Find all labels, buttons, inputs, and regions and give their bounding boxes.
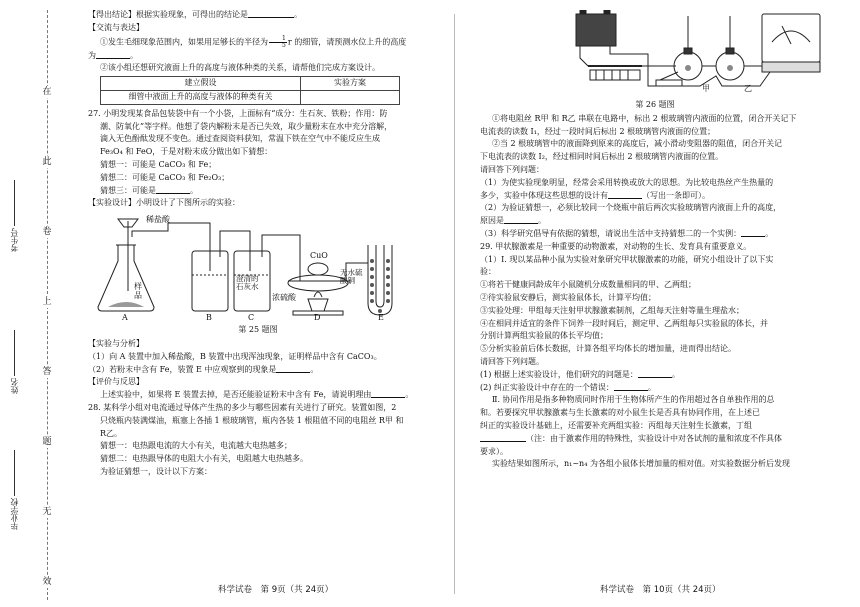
margin-char: 此	[42, 157, 52, 167]
step-line: 下电流表的读数 I₂，经过相同时间后标出 2 根玻璃管内液面的位置。	[480, 152, 724, 162]
question-line: （1）为使实验现象明显，经常会采用转换或放大的思想。为比较电热丝产生热量的	[480, 177, 774, 187]
margin-char: 上	[42, 297, 52, 307]
question-line: ②该小组还想研究液面上升的高度与液体种类的关系，请帮他们完成方案设计。	[100, 63, 380, 73]
step-line: ②当 2 根玻璃管中的液面降到原来的高度后，减小滑动变阻器的阻值，闭合开关记	[492, 139, 783, 149]
question-line: 原因是 。	[480, 216, 546, 226]
answer-blank[interactable]	[276, 365, 310, 373]
answer-blank[interactable]	[371, 390, 405, 398]
q28-line: R乙。	[100, 428, 123, 438]
answer-blank[interactable]	[638, 370, 672, 378]
guess-line: 猜想三：可能是 。	[100, 185, 198, 195]
field-underline[interactable]	[15, 330, 16, 376]
prompt-line: 请回答下列问题。	[480, 356, 544, 366]
field-name	[10, 330, 26, 394]
figure-caption: 第 26 题图	[635, 100, 675, 109]
margin-char: 在	[42, 87, 52, 97]
label-limewater: 澄清的石灰水	[236, 274, 259, 292]
margin-char: 无	[42, 507, 52, 517]
label-c: C	[248, 313, 255, 323]
conclusion-line: 【得出结论】根据实验现象，可得出的结论是 。	[88, 10, 302, 19]
page-9	[88, 10, 428, 480]
margin-char: 答	[42, 367, 52, 377]
answer-blank[interactable]	[248, 10, 294, 18]
procedure-line: ①将若干健康同龄成年小鼠随机分成数量相同的甲、乙两组；	[480, 280, 696, 290]
table-header: 建立假设	[101, 77, 301, 91]
field-underline[interactable]	[15, 450, 16, 496]
apparatus-diagram	[88, 211, 418, 323]
label-d: D	[314, 313, 321, 323]
question-line: 为 。	[88, 50, 138, 60]
q29-line: 验：	[480, 267, 496, 277]
section-heading: 【交流与表达】	[88, 22, 144, 32]
q27-line: 潮、防氧化”等字样。他想了袋内解粉末是否已失效，取少量粉末在水中充分溶解，	[100, 121, 393, 131]
circuit-figure-26	[480, 10, 830, 98]
prompt-line: 请回答下列问题：	[480, 164, 544, 174]
guess-line: 猜想二：可能是 CaCO₃ 和 Fe₂O₃；	[100, 172, 230, 182]
label-cuo: CuO	[310, 251, 328, 261]
question-line: （2）为验证猜想一，必须比较同一个烧瓶中前后两次实验玻璃管内液面上升的高度，	[480, 203, 782, 213]
table-cell-answer[interactable]	[301, 90, 400, 104]
label-sulfuric-acid: 浓硫酸	[272, 293, 296, 303]
label-yi: 乙	[744, 84, 752, 93]
synergy-line: 和。若要探究甲状腺激素与生长激素的对小鼠生长是否具有协同作用，在上述已	[480, 408, 760, 418]
table-header-row	[101, 77, 400, 91]
margin-char: 题	[42, 437, 52, 447]
field-school	[10, 450, 26, 530]
section-heading: 【实验设计】小明设计了下图所示的实验：	[88, 198, 240, 208]
conjecture-line: 为验证猜想一，设计以下方案：	[100, 466, 212, 476]
analysis-line: （2）若粉末中含有 Fe，装置 E 中应观察到的现象是 。	[88, 364, 319, 374]
answer-blank[interactable]	[608, 191, 642, 199]
answer-blank[interactable]	[504, 216, 538, 224]
field-label: 考生号	[10, 228, 19, 252]
answer-blank[interactable]	[614, 383, 648, 391]
q27-line: 滴入无色酚酞发现不变色。通过查阅资料获知，常温下铁在空气中不能反应生成	[100, 134, 380, 144]
conjecture-line: 猜想二：电热跟导体的电阻大小有关，电阻越大电热越多。	[100, 454, 308, 464]
procedure-line: ④在相同并适宜的条件下饲养一段时间后，测定甲、乙两组每只实验鼠的体长，并	[480, 318, 768, 328]
label-a: A	[122, 313, 128, 323]
step-line: 电流表的读数 I₁，经过一段时间后标出 2 根玻璃管内液面的位置；	[480, 126, 716, 136]
synergy-line: 要求）。	[480, 446, 508, 456]
answer-blank[interactable]	[96, 51, 130, 59]
synergy-line: （注：由于激素作用的特殊性，实验设计中对各试剂的量和浓度不作具体	[480, 434, 830, 445]
procedure-line: ⑤分析实验前后体长数据，计算各组平均体长的增加量，进而得出结论。	[480, 344, 736, 354]
step-line: ①将电阻丝 R甲 和 R乙 串联在电路中，标出 2 根玻璃管内液面的位置，闭合开关记下	[492, 113, 797, 123]
apparatus-figure-25	[88, 211, 418, 323]
q29-line: （1）Ⅰ. 现以某品种小鼠为实验对象研究甲状腺激素的功能，研究小组设计了以下实	[480, 254, 774, 264]
question-line: （3）科学研究倡导有依据的猜想，请说出生活中支持猜想二的一个实例： 。	[480, 228, 774, 238]
procedure-line: 分别计算两组实验鼠的体长平均值；	[480, 331, 608, 341]
table-cell: 细管中液面上升的高度与液体的种类有关	[101, 90, 301, 104]
column-divider	[454, 14, 455, 594]
question-line: 多少，实验中体现这些思想的设计有 （写出一条即可）。	[480, 190, 710, 200]
section-heading: 【实验与分析】	[88, 338, 144, 348]
procedure-line: ②待实验鼠安静后，测实验鼠体长，计算平均值；	[480, 292, 656, 302]
margin-char: 效	[42, 577, 52, 587]
table-header: 实验方案	[301, 77, 400, 91]
conjecture-line: 猜想一：电热跟电流的大小有关，电流越大电热越多；	[100, 441, 292, 451]
q28-line: 只烧瓶内装满煤油，瓶塞上各插 1 根玻璃管，瓶内各装 1 根阻值不同的电阻丝 R甲 和	[100, 415, 404, 425]
label-jia: 甲	[702, 84, 710, 93]
analysis-line: （1）向 A 装置中加入稀盐酸，B 装置中出现浑浊现象，证明样品中含有 CaCO₃。	[88, 351, 382, 361]
page-footer-9: 科学试卷 第 9页（共 24页）	[218, 585, 334, 595]
table-row	[101, 90, 400, 104]
margin-char: 卷	[42, 227, 52, 237]
field-label: 姓名	[10, 378, 19, 394]
fraction: $\frac{1}{5}$	[269, 36, 287, 49]
answer-blank[interactable]	[156, 186, 190, 194]
question-line: (1) 根据上述实验设计，他们研究的问题是： 。	[480, 369, 680, 379]
q27-line: Fe₃O₄ 和 FeO，于是对粉末成分做出如下猜想：	[100, 147, 273, 157]
label-e: E	[378, 313, 384, 323]
hypothesis-table	[100, 76, 400, 105]
circuit-diagram	[480, 10, 830, 98]
field-underline[interactable]	[15, 180, 16, 226]
answer-blank[interactable]	[741, 229, 765, 237]
synergy-line: 纠正的实验设计基础上，还需要补充两组实验：丙组每天注射生长激素，丁组	[480, 420, 752, 430]
section-heading: 【评价与反思】	[88, 377, 144, 387]
figure-caption: 第 25 题图	[238, 325, 278, 335]
guess-line: 猜想一：可能是 CaCO₃ 和 Fe；	[100, 159, 217, 169]
answer-blank[interactable]	[480, 434, 526, 442]
page-footer-10: 科学试卷 第 10页（共 24页）	[600, 585, 721, 595]
question-line: (2) 纠正实验设计中存在的一个错误： 。	[480, 382, 656, 392]
question-line: ①发生毛细现象范围内，如果用足够长的半径为 $\frac{1}{5}$ r 的细管，请预测水位上升的高度	[100, 34, 407, 49]
label-sample: 样品	[134, 282, 142, 300]
label-b: B	[206, 313, 212, 323]
label-acid: 稀盐酸	[146, 215, 170, 225]
label-cuso4: 无水硫酸铜	[340, 268, 363, 286]
q29-line: 29. 甲状腺激素是一种重要的动物激素，对动物的生长、发育具有重要意义。	[480, 241, 752, 251]
procedure-line: ③实验处理：甲组每天注射甲状腺激素制剂，乙组每天注射等量生理盐水；	[480, 305, 744, 315]
reflect-line: 上述实验中，如果将 E 装置去掉，是否还能验证粉末中含有 Fe，请说明理由 。	[100, 390, 414, 400]
q27-line: 27. 小明发现某食品包装袋中有一个小袋，上面标有“成分：生石灰、铁粉；作用：防	[88, 108, 388, 118]
q28-line: 28. 某科学小组对电流通过导体产生热的多少与哪些因素有关进行了研究。装置如图，2	[88, 402, 397, 412]
binding-margin	[0, 0, 70, 607]
synergy-line: Ⅱ. 协同作用是指多种物质同时作用于生物体所产生的作用超过各自单独作用的总	[492, 395, 775, 405]
field-label: 毕业学校	[10, 498, 19, 530]
page-10	[480, 10, 830, 472]
result-line: 实验结果如图所示，n₁~n₄ 为各组小鼠体长增加量的相对值。对实验数据分析后发现	[492, 459, 790, 469]
field-examinee-number	[10, 180, 26, 252]
